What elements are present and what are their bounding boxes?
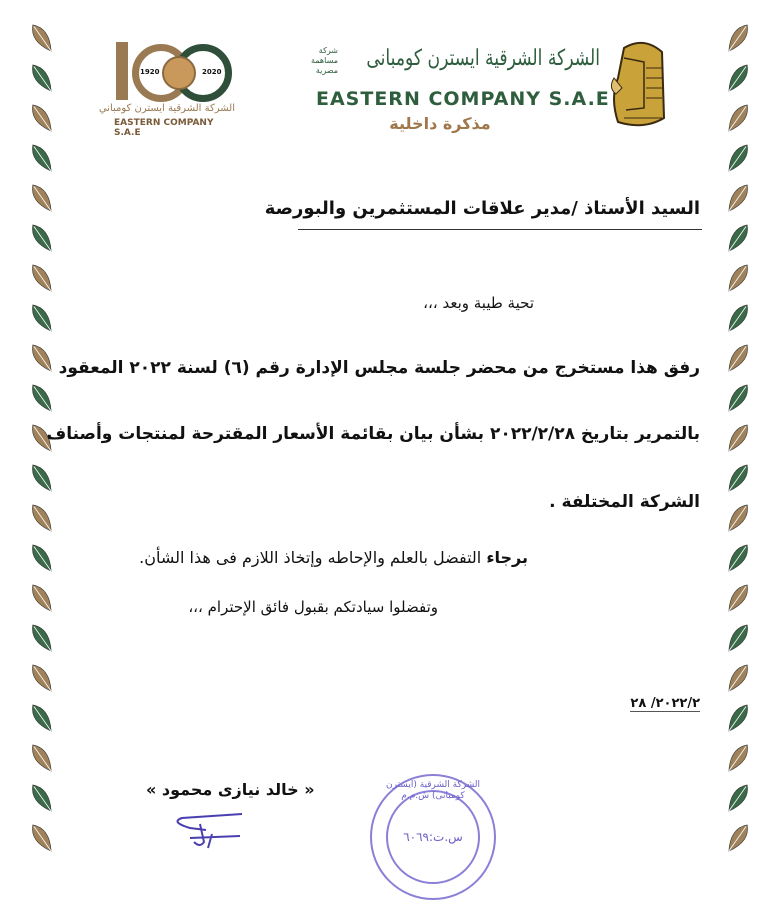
leaf-icon <box>28 581 56 614</box>
leaf-icon <box>724 741 752 774</box>
leaf-icon <box>724 261 752 294</box>
year-end: 2020 <box>202 68 222 76</box>
company-stamp <box>370 774 496 900</box>
leaf-icon <box>724 461 752 494</box>
leaf-icon <box>724 141 752 174</box>
leaf-icon <box>724 621 752 654</box>
leaf-icon <box>28 341 56 374</box>
stamp-ring-text: الشركة الشرقية (ايسترن كومبانى) ش.م.م <box>386 780 480 801</box>
leaf-icon <box>28 741 56 774</box>
leaf-icon <box>28 501 56 534</box>
memo-type: مذكرة داخلية <box>389 114 491 133</box>
leaf-icon <box>28 21 56 54</box>
leaf-icon <box>28 781 56 814</box>
leaf-icon <box>724 581 752 614</box>
leaf-icon <box>28 301 56 334</box>
leaf-icon <box>724 181 752 214</box>
greeting: تحية طيبة وبعد ،،، <box>423 294 534 312</box>
leaf-icon <box>724 341 752 374</box>
leaf-icon <box>28 261 56 294</box>
stamp-registration: س.ت:٦٠٦٩ <box>403 830 463 844</box>
leaf-icon <box>724 661 752 694</box>
leaf-icon <box>28 101 56 134</box>
leaf-icon <box>28 181 56 214</box>
leaf-icon <box>724 781 752 814</box>
leaf-icon <box>28 621 56 654</box>
body-line-3: الشركة المختلفة . <box>549 492 700 512</box>
body-line-2: بالتمرير بتاريخ ٢٠٢٢/٢/٢٨ بشأن بيان بقائمة الأسعار المقترحة لمنتجات وأصناف <box>46 424 700 444</box>
company-arabic-name: الشركة الشرقية ايسترن كومبانى <box>366 46 600 71</box>
signature <box>160 812 260 852</box>
date: ٢٠٢٢/٢/ ٢٨ <box>630 696 700 711</box>
leaf-icon <box>28 821 56 852</box>
leaf-icon <box>724 501 752 534</box>
leaf-icon <box>724 101 752 134</box>
closing: وتفضلوا سيادتكم بقبول فائق الإحترام ،،، <box>188 598 438 616</box>
logo-arabic-name: الشركة الشرقية ايسترن كومباني <box>98 103 235 114</box>
request-line: برجاء التفضل بالعلم والإحاطه وإتخاذ اللازم فى هذا الشأن. <box>139 548 528 567</box>
leaf-icon <box>724 701 752 734</box>
logo-english-name: EASTERN COMPANY S.A.E <box>114 118 214 138</box>
leaf-icon <box>28 661 56 694</box>
body-line-1: رفق هذا مستخرج من محضر جلسة مجلس الإدارة رقم (٦) لسنة ٢٠٢٢ المعقود <box>58 358 700 378</box>
leaf-icon <box>724 301 752 334</box>
leaf-icon <box>724 821 752 852</box>
addressee: السيد الأستاذ /مدير علاقات المستثمرين والبورصة <box>264 198 700 219</box>
leaf-icon <box>724 541 752 574</box>
centennial-logo <box>98 40 235 138</box>
leaf-icon <box>724 381 752 414</box>
pharaoh-logo <box>604 38 674 130</box>
signatory-name: « خالد نيازى محمود » <box>146 780 315 799</box>
company-type: شركة مساهمة مصرية <box>311 46 338 75</box>
leaf-icon <box>724 421 752 454</box>
leaf-icon <box>28 381 56 414</box>
leaf-icon <box>28 461 56 494</box>
leaf-icon <box>724 221 752 254</box>
logo-digit-one <box>116 42 128 100</box>
right-leaf-border <box>718 20 758 852</box>
leaf-icon <box>28 141 56 174</box>
addressee-underline <box>298 229 702 230</box>
company-english-name: EASTERN COMPANY S.A.E <box>316 88 610 110</box>
leaf-icon <box>28 541 56 574</box>
leaf-icon <box>28 221 56 254</box>
leaf-icon <box>724 21 752 54</box>
leaf-icon <box>28 61 56 94</box>
leaf-icon <box>724 61 752 94</box>
year-start: 1920 <box>140 68 160 76</box>
leaf-icon <box>28 701 56 734</box>
